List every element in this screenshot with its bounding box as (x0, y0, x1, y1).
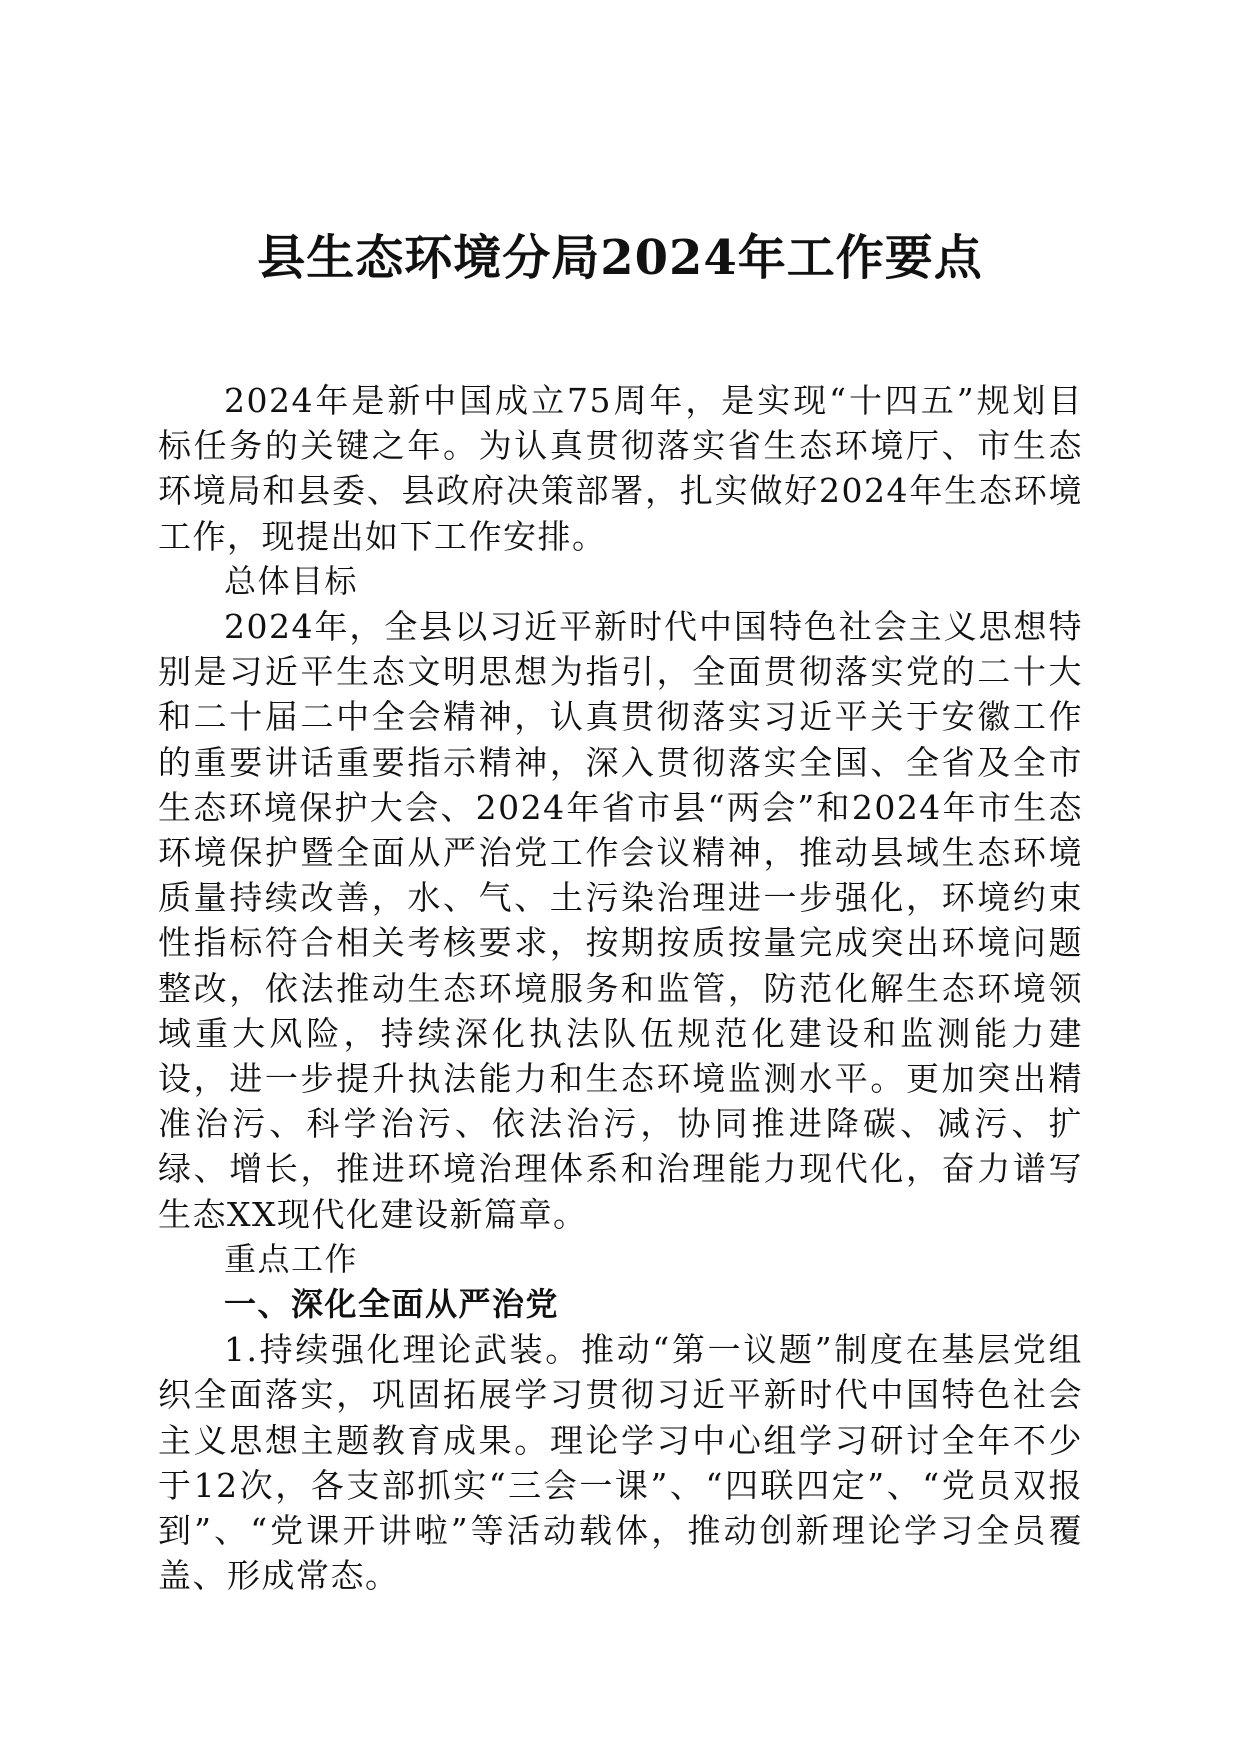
overall-goal-heading: 总体目标 (224, 561, 359, 600)
document-title: 县生态环境分局2024年工作要点 (257, 230, 983, 286)
subsection-1-heading: 一、深化全面从严治党 (224, 1285, 560, 1324)
intro-paragraph: 2024年是新中国成立75周年，是实现“十四五”规划目标任务的关键之年。为认真贯彻落实省生态环境厅、市生态环境局和县委、县政府决策部署，扎实做好2024年生态环境工作，现提出如下工作安排。 (158, 381, 1083, 556)
item-1-paragraph: 1.持续强化理论武装。推动“第一议题”制度在基层党组织全面落实，巩固拓展学习贯彻习近平新时代中国特色社会主义思想主题教育成果。理论学习中心组学习研讨全年不少于12次，各支部抓实“三会一课”、“四联四定”、“党员双报到”、“党课开讲啦”等活动载体，推动创新理论学习全员覆盖、形成常态。 (158, 1330, 1083, 1596)
key-work-heading: 重点工作 (224, 1239, 359, 1278)
overall-goal-paragraph: 2024年，全县以习近平新时代中国特色社会主义思想特别是习近平生态文明思想为指引，全面贯彻落实党的二十大和二十届二中全会精神，认真贯彻落实习近平关于安徽工作的重要讲话重要指示精神，深入贯彻落实全国、全省及全市生态环境保护大会、2024年省市县“两会”和2024年市生态环境保护暨全面从严治党工作会议精神，推动县域生态环境质量持续改善，水、气、土污染治理进一步强化，环境约束性指标符合相关考核要求，按期按质按量完成突出环境问题整改，依法推动生态环境服务和监管，防范化解生态环境领域重大风险，持续深化执法队伍规范化建设和监测能力建设，进一步提升执法能力和生态环境监测水平。更加突出精准治污、科学治污、依法治污，协同推进降碳、减污、扩绿、增长，推进环境治理体系和治理能力现代化，奋力谱写生态XX现代化建设新篇章。 (158, 607, 1083, 1234)
document-body (158, 378, 1083, 1598)
